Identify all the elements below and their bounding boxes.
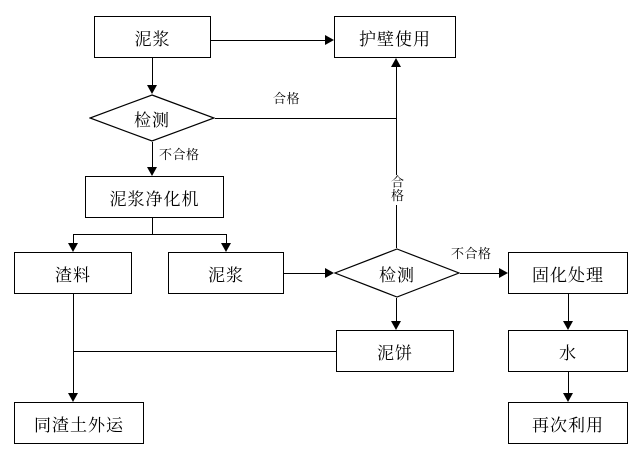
arrowhead xyxy=(68,393,78,402)
node-slag xyxy=(14,252,132,294)
node-label: 护壁使用 xyxy=(359,29,431,49)
edge-label-qualified-2 xyxy=(389,175,403,205)
node-slurry-top xyxy=(94,16,211,58)
node-test-2 xyxy=(334,248,460,298)
node-label: 检测 xyxy=(379,265,415,285)
node-reuse xyxy=(508,402,628,444)
arrowhead xyxy=(391,58,401,67)
edge-slurrymid-to-test2 xyxy=(284,273,325,274)
edge-purifier-split xyxy=(73,234,226,235)
arrowhead xyxy=(147,85,157,94)
edge-test1-qualified-v xyxy=(396,67,397,119)
node-label: 泥浆 xyxy=(208,265,244,285)
node-label: 渣料 xyxy=(55,265,91,285)
node-test-1 xyxy=(89,94,215,142)
edge-mudcake-to-slagcolumn xyxy=(73,351,336,352)
node-label: 同渣土外运 xyxy=(34,415,124,435)
arrowhead xyxy=(325,268,334,278)
edge-test1-qualified-h xyxy=(215,118,397,119)
node-label: 水 xyxy=(559,343,577,363)
edge-test1-unqualified xyxy=(152,142,153,168)
arrowhead xyxy=(391,321,401,330)
node-wall-use xyxy=(334,16,456,58)
edge-label-unqualified-1: 不合格 xyxy=(157,144,202,163)
node-label: 检测 xyxy=(134,110,170,130)
node-label: 泥浆 xyxy=(134,29,171,49)
node-purifier xyxy=(85,176,224,218)
node-water xyxy=(508,330,628,372)
edge-slag-to-transport xyxy=(73,294,74,393)
arrowhead xyxy=(563,321,573,330)
arrowhead xyxy=(563,393,573,402)
arrowhead xyxy=(499,268,508,278)
edge-slurry-to-walluse xyxy=(211,40,325,41)
arrowhead xyxy=(147,167,157,176)
edge-test2-to-mudcake xyxy=(396,298,397,321)
node-solidification xyxy=(508,252,628,294)
arrowhead xyxy=(221,243,231,252)
node-slurry-mid xyxy=(168,252,284,294)
node-slag-transport xyxy=(14,402,144,444)
arrowhead xyxy=(68,243,78,252)
edge-water-to-reuse xyxy=(568,372,569,393)
node-label: 泥浆净化机 xyxy=(109,189,200,209)
edge-solidification-to-water xyxy=(568,294,569,321)
arrowhead xyxy=(325,35,334,45)
edge-test2-to-solidification xyxy=(460,273,499,274)
edge-slurry-to-test1 xyxy=(152,58,153,86)
node-label: 泥饼 xyxy=(377,343,413,363)
edge-label-qualified-1: 合格 xyxy=(271,88,302,107)
node-label: 再次利用 xyxy=(532,415,604,435)
node-label: 固化处理 xyxy=(532,265,604,285)
node-mud-cake xyxy=(336,330,454,372)
edge-purifier-stem xyxy=(152,218,153,234)
edge-label-qualified-2-text: 合格 xyxy=(389,175,404,202)
edge-label-unqualified-2: 不合格 xyxy=(449,243,494,262)
